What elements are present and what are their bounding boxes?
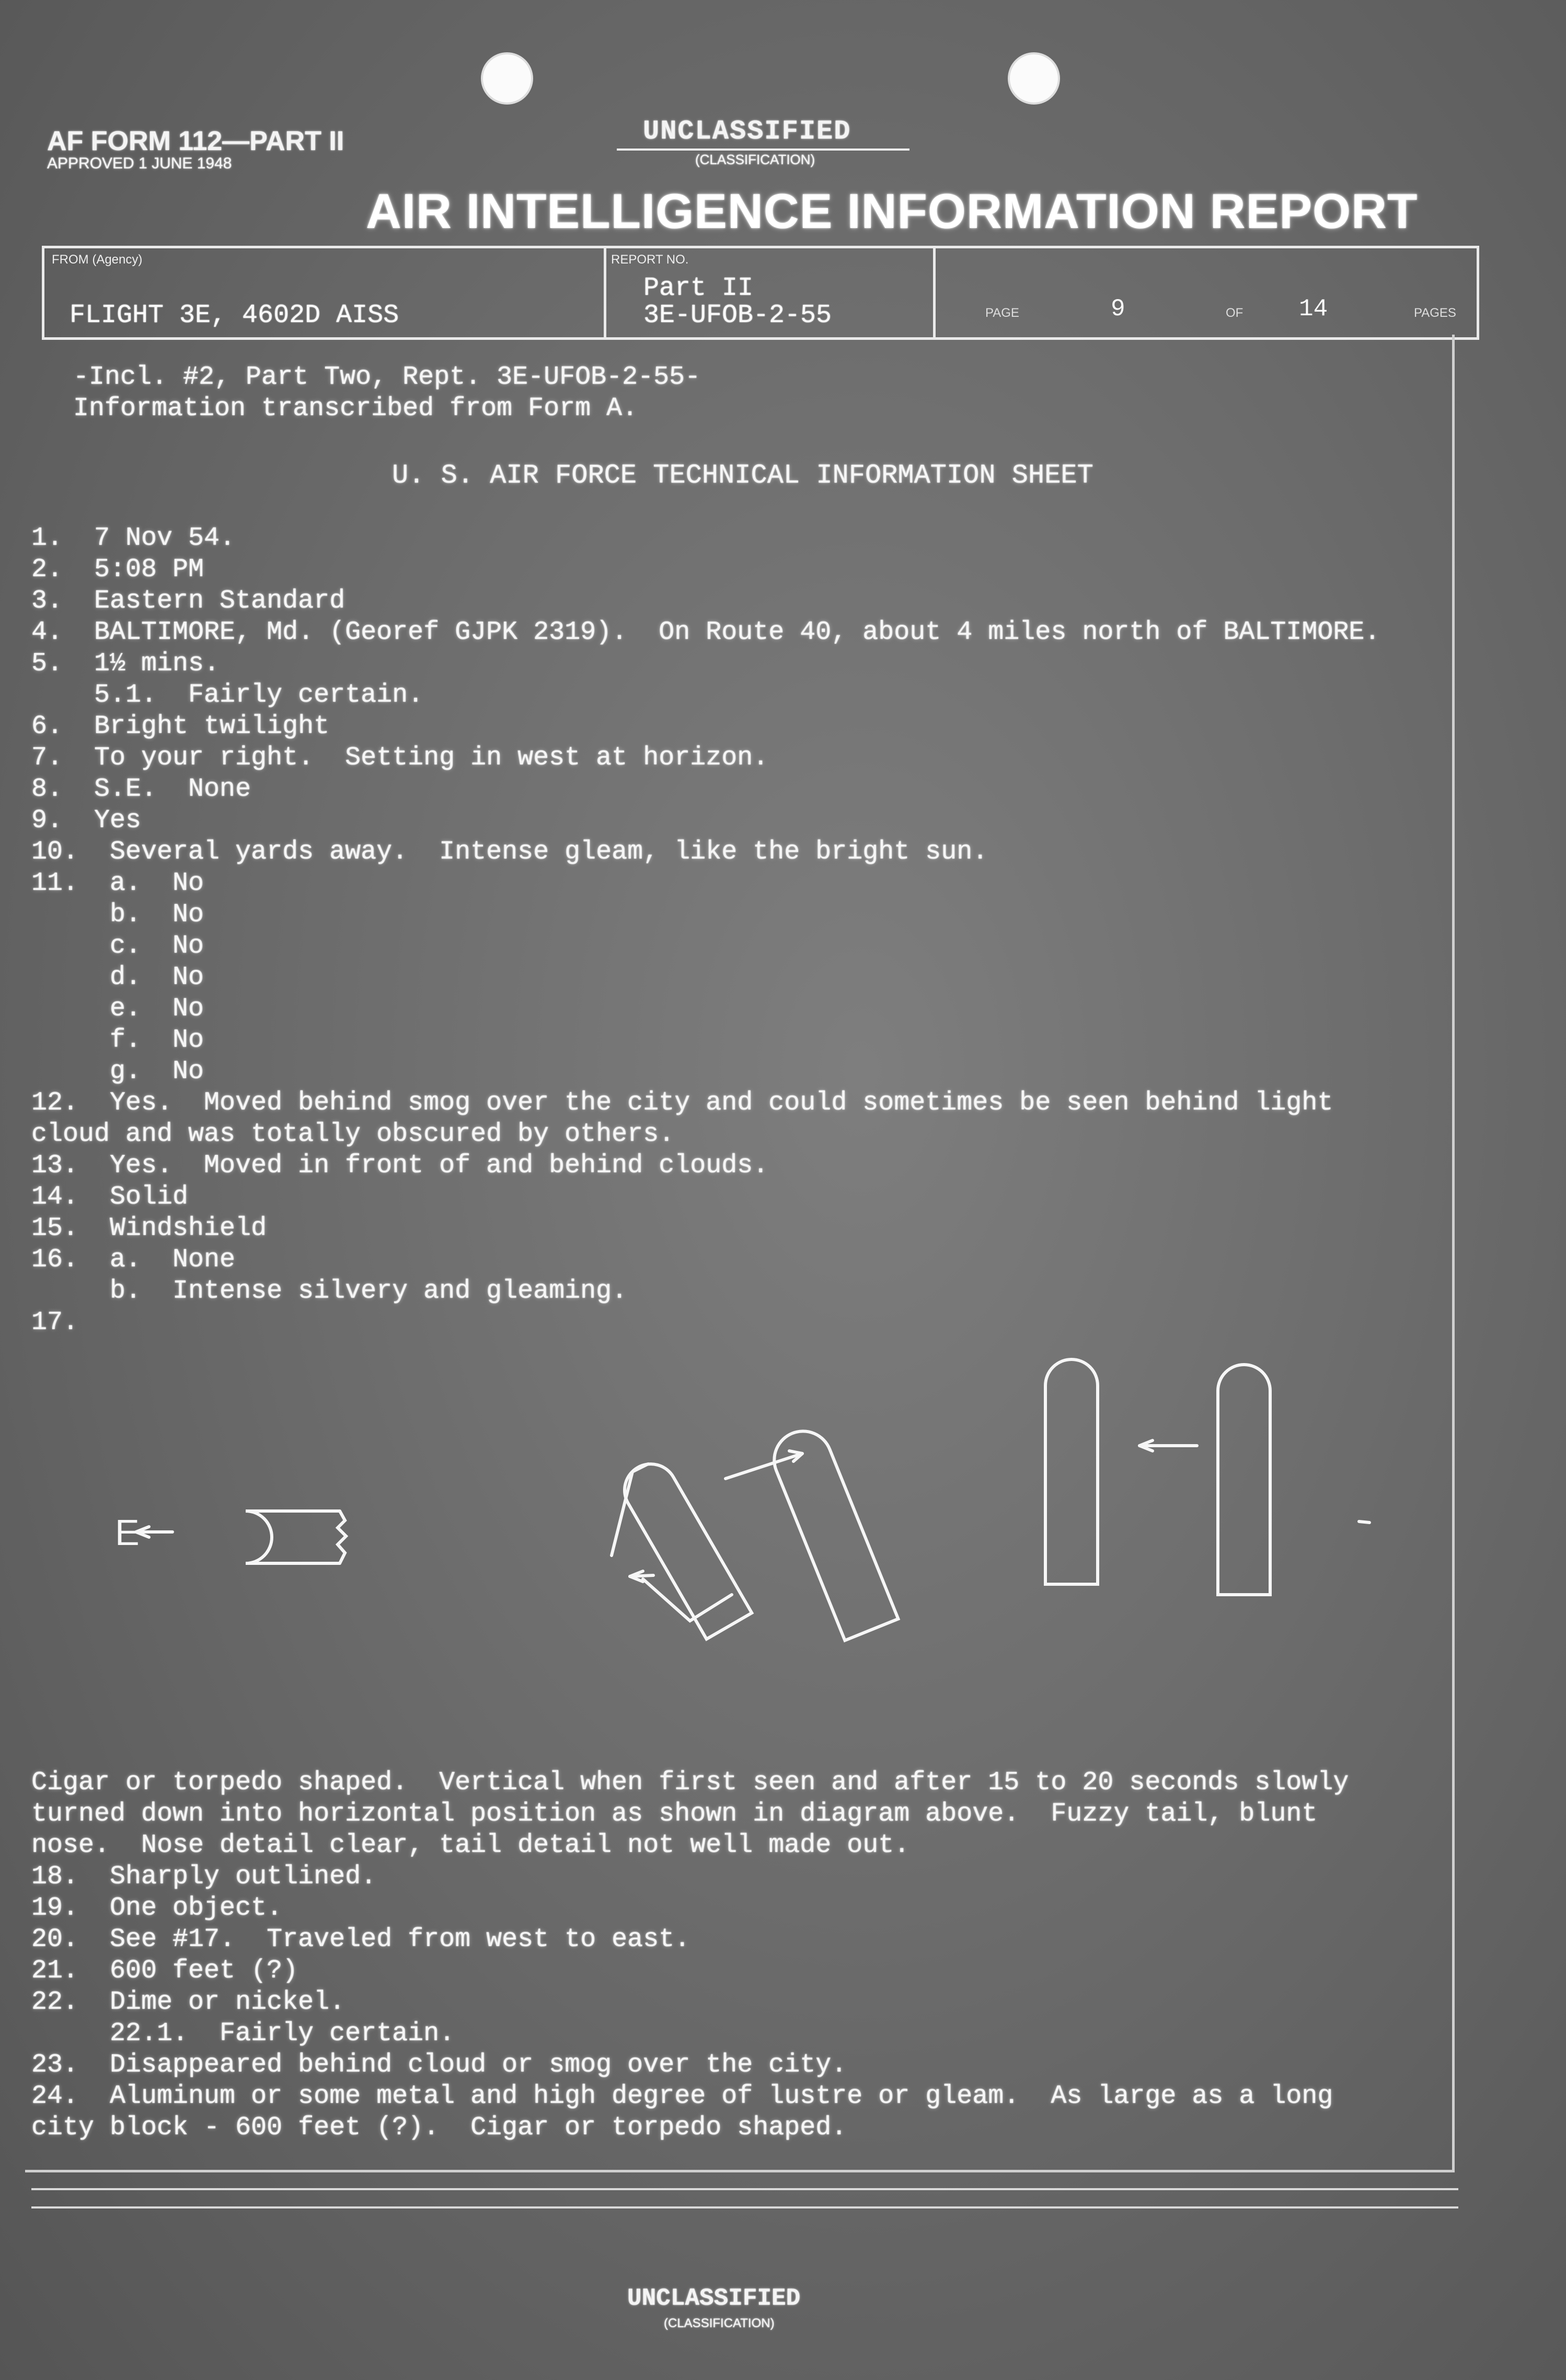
item-line: 5.1. Fairly certain.: [31, 680, 424, 710]
item-line: 20. See #17. Traveled from west to east.: [31, 1925, 690, 1954]
report-number: 3E-UFOB-2-55: [643, 301, 832, 330]
item-line: cloud and was totally obscured by others.: [31, 1119, 675, 1149]
footer-rule-2: [31, 2206, 1458, 2209]
from-label: FROM (Agency): [52, 253, 143, 267]
page-label: PAGE: [985, 306, 1019, 320]
report-number-cell: [604, 248, 936, 337]
item-line: 2. 5:08 PM: [31, 555, 204, 585]
intro-line-2: Information transcribed from Form A.: [73, 394, 638, 424]
report-title: AIR INTELLIGENCE INFORMATION REPORT: [366, 184, 1418, 238]
item-line: 22.1. Fairly certain.: [31, 2019, 455, 2049]
item-line: 23. Disappeared behind cloud or smog over the city.: [31, 2050, 847, 2080]
item-line: b. Intense silvery and gleaming.: [31, 1276, 628, 1306]
classification-top: UNCLASSIFIED: [643, 116, 851, 147]
approval-date: APPROVED 1 JUNE 1948: [47, 155, 232, 172]
header-table: [42, 246, 1479, 340]
item-line: f. No: [31, 1025, 204, 1055]
item-line: 24. Aluminum or some metal and high degree of lustre or gleam. As large as a long: [31, 2081, 1333, 2111]
item-line: 11. a. No: [31, 868, 204, 898]
item-line: c. No: [31, 931, 204, 961]
item-line: 10. Several yards away. Intense gleam, like the bright sun.: [31, 837, 988, 867]
item-line: 17.: [31, 1308, 79, 1337]
item-line: 18. Sharply outlined.: [31, 1862, 377, 1892]
from-value: FLIGHT 3E, 4602D AISS: [70, 301, 399, 330]
report-part: Part II: [643, 273, 754, 303]
of-label: OF: [1226, 306, 1243, 320]
item-line: 16. a. None: [31, 1245, 236, 1275]
footer-rule-1: [31, 2188, 1458, 2190]
item-line: 7. To your right. Setting in west at horizon.: [31, 743, 769, 773]
item-line: g. No: [31, 1057, 204, 1086]
item-line: turned down into horizontal position as shown in diagram above. Fuzzy tail, blunt: [31, 1799, 1318, 1829]
punch-hole-left: [481, 52, 533, 105]
classification-caption-bottom: (CLASSIFICATION): [664, 2316, 775, 2330]
of-value: 14: [1299, 295, 1328, 323]
item-line: e. No: [31, 994, 204, 1024]
item-line: 14. Solid: [31, 1182, 189, 1212]
section-title: U. S. AIR FORCE TECHNICAL INFORMATION SHEET: [392, 460, 1093, 491]
item-line: 8. S.E. None: [31, 774, 251, 804]
item-line: nose. Nose detail clear, tail detail not well made out.: [31, 1830, 910, 1860]
form-number: AF FORM 112—PART II: [47, 126, 344, 156]
item-line: 22. Dime or nickel.: [31, 1987, 346, 2017]
classification-rule: [617, 148, 909, 151]
item-line: 1. 7 Nov 54.: [31, 523, 236, 553]
item-line: city block - 600 feet (?). Cigar or torpedo shaped.: [31, 2113, 847, 2143]
punch-hole-right: [1008, 52, 1060, 105]
item-line: b. No: [31, 900, 204, 930]
classification-caption-top: (CLASSIFICATION): [695, 152, 815, 167]
object-sketch: [105, 1323, 1432, 1657]
from-cell: [44, 248, 606, 337]
item-line: 5. 1½ mins.: [31, 649, 220, 679]
item-line: 21. 600 feet (?): [31, 1956, 298, 1986]
report-number-label: REPORT NO.: [611, 253, 689, 267]
classification-bottom: UNCLASSIFIED: [627, 2285, 801, 2312]
pages-label: PAGES: [1414, 306, 1456, 320]
item-line: 3. Eastern Standard: [31, 586, 346, 616]
item-line: 4. BALTIMORE, Md. (Georef GJPK 2319). On Route 40, about 4 miles north of BALTIMORE.: [31, 617, 1380, 647]
item-line: 9. Yes: [31, 806, 142, 836]
intro-line-1: -Incl. #2, Part Two, Rept. 3E-UFOB-2-55-: [73, 362, 701, 392]
item-line: 12. Yes. Moved behind smog over the city and could sometimes be seen behind light: [31, 1088, 1333, 1118]
item-line: 15. Windshield: [31, 1214, 267, 1243]
sketch-east-label: E: [115, 1512, 140, 1553]
item-line: 13. Yes. Moved in front of and behind clouds.: [31, 1151, 769, 1181]
item-line: Cigar or torpedo shaped. Vertical when first seen and after 15 to 20 seconds slowly: [31, 1768, 1349, 1798]
item-line: d. No: [31, 963, 204, 992]
item-line: 6. Bright twilight: [31, 712, 330, 741]
page-value: 9: [1111, 295, 1125, 323]
item-line: 19. One object.: [31, 1893, 283, 1923]
